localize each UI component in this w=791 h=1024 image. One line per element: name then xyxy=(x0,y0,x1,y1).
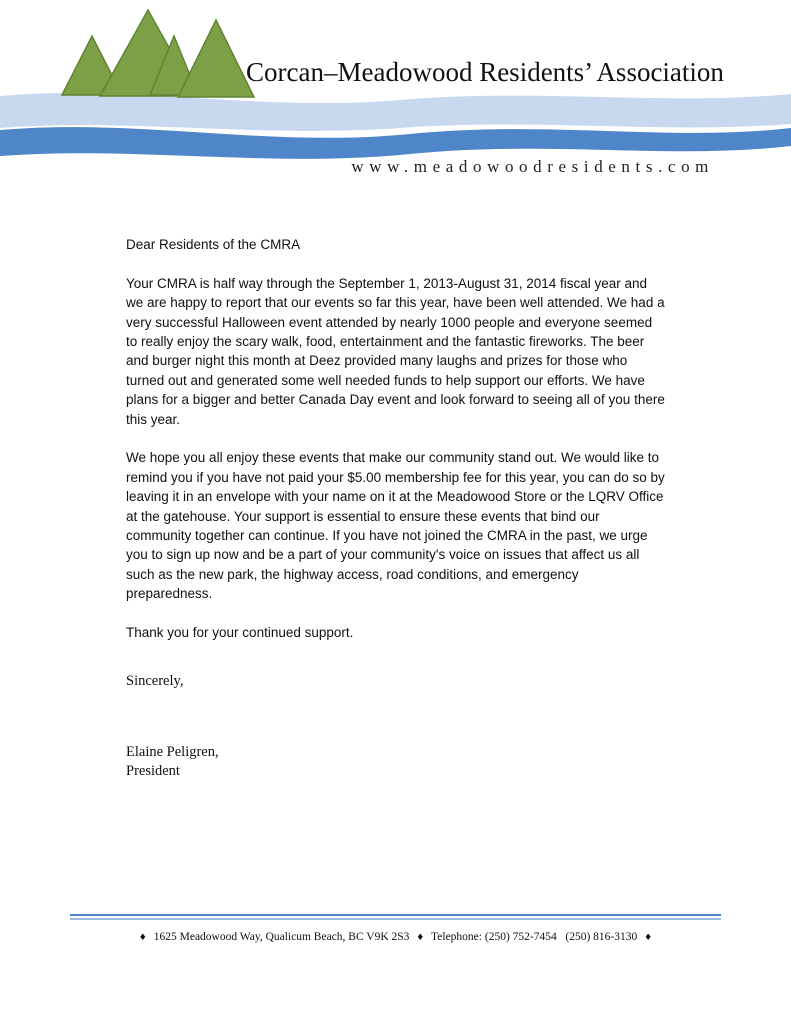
diamond-icon: ♦ xyxy=(644,933,653,943)
footer-rule-top xyxy=(70,914,721,916)
signer-name: Elaine Peligren, xyxy=(126,744,219,760)
footer-phone-1: (250) 752-7454 xyxy=(484,931,557,943)
footer-rule-bottom xyxy=(70,918,721,920)
paragraph-1: Your CMRA is half way through the September 1, 2013-August 31, 2014 fiscal year and we are happy to report that our events so far this year, have been well attended. We had a very successful Halloween event attended by nearly 1000 people and everyone seemed to really enjoy the scary walk, food, entertainment and the fantastic fireworks. The beer and burger night this month at Deez provided many laughs and prizes for those who turned out and generated some well needed funds to help support our efforts. We have plans for a bigger and better Canada Day event and look forward to seeing all of you there this year. xyxy=(126,275,665,427)
diamond-icon: ♦ xyxy=(138,933,147,943)
paragraph-3: Thank you for your continued support. xyxy=(126,625,354,641)
footer-contact xyxy=(0,931,791,943)
paragraph-2: We hope you all enjoy these events that make our community stand out. We would like to remind you if you have not paid your $5.00 membership fee for this year, you can do so by leaving it in an envelope with your name on it at the Meadowood Store or the LQRV Office at the gatehouse. Your support is essential to ensure these events that bind our community together can continue. If you have not joined the CMRA in the past, we urge you to sign up now and be a part of your community's voice on issues that affect us all such as the new park, the highway access, road conditions, and emergency preparedness. xyxy=(126,450,665,602)
mountain-4 xyxy=(178,20,254,97)
salutation: Dear Residents of the CMRA xyxy=(126,237,301,252)
signature-block xyxy=(126,743,219,781)
letter-body xyxy=(126,235,666,662)
diamond-icon: ♦ xyxy=(416,933,425,943)
footer-phone-2: (250) 816-3130 xyxy=(565,931,638,943)
light-wave xyxy=(0,93,791,131)
signer-title: President xyxy=(126,763,180,779)
closing: Sincerely, xyxy=(126,673,184,689)
footer-telephone-label: Telephone: xyxy=(431,931,482,943)
letterhead xyxy=(0,0,791,200)
footer-address: 1625 Meadowood Way, Qualicum Beach, BC V9K 2S3 xyxy=(153,931,410,943)
dark-wave xyxy=(0,127,791,159)
org-name: Corcan–Meadowood Residents’ Association xyxy=(246,57,724,87)
website-url[interactable]: www.meadowoodresidents.com xyxy=(351,157,714,176)
